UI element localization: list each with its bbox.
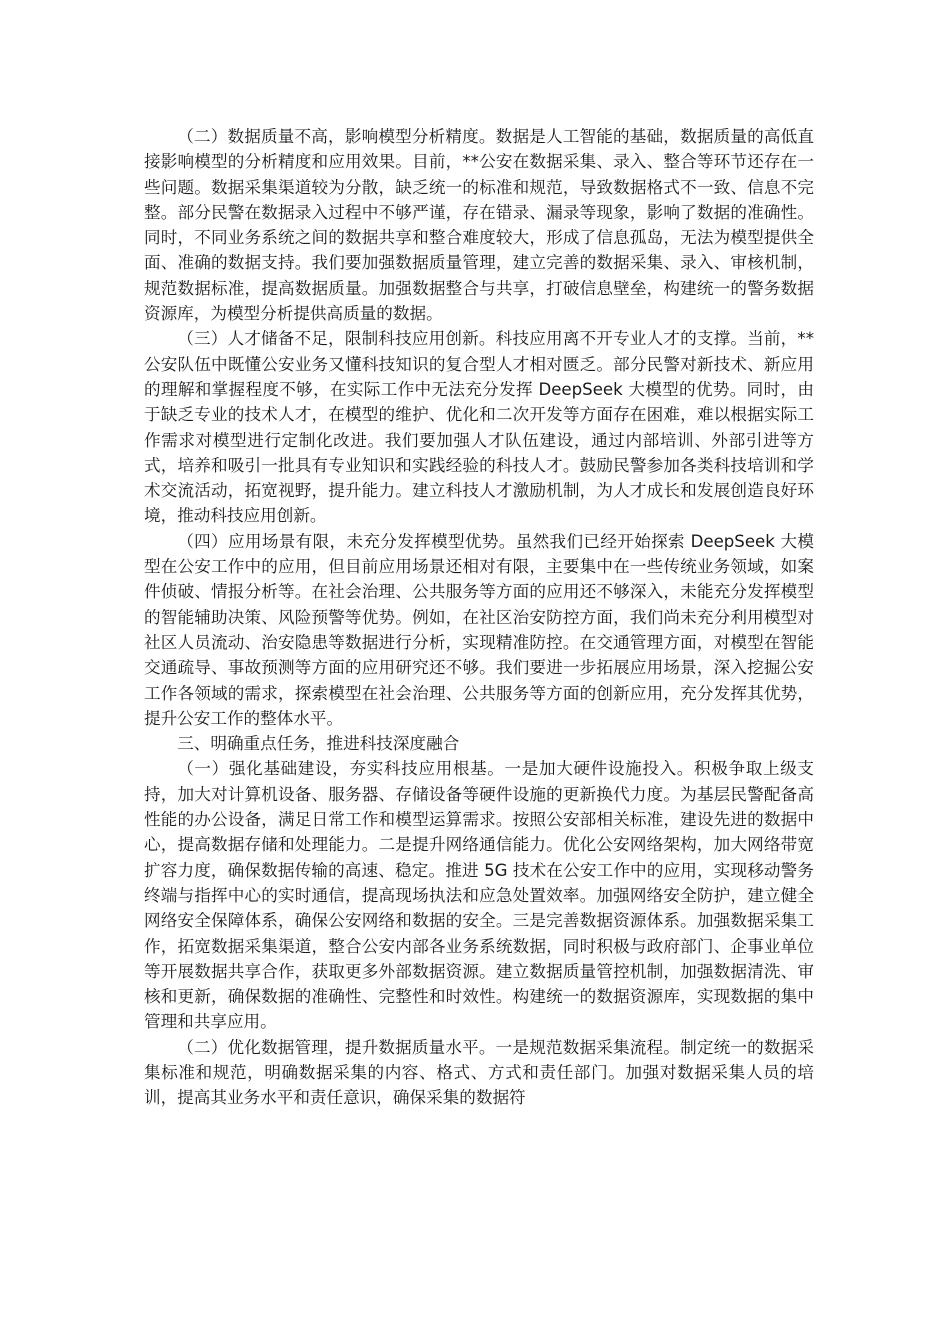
document-body xyxy=(144,124,814,1111)
paragraph-data-quality: （二）数据质量不高，影响模型分析精度。数据是人工智能的基础，数据质量的高低直接影响模型的分析精度和应用效果。目前，**公安在数据采集、录入、整合等环节还存在一些问题。数据采集渠道较为分散，缺乏统一的标准和规范，导致数据格式不一致、信息不完整。部分民警在数据录入过程中不够严谨，存在错录、漏录等现象，影响了数据的准确性。同时，不同业务系统之间的数据共享和整合难度较大，形成了信息孤岛，无法为模型提供全面、准确的数据支持。我们要加强数据质量管理，建立完善的数据采集、录入、审核机制，规范数据标准，提高数据质量。加强数据整合与共享，打破信息壁垒，构建统一的警务数据资源库，为模型分析提供高质量的数据。 xyxy=(144,127,814,324)
paragraph-data-management: （二）优化数据管理，提升数据质量水平。一是规范数据采集流程。制定统一的数据采集标准和规范，明确数据采集的内容、格式、方式和责任部门。加强对数据采集人员的培训，提高其业务水平和责任意识，确保采集的数据符 xyxy=(144,1037,814,1108)
paragraph-application-scenarios: （四）应用场景有限，未充分发挥模型优势。虽然我们已经开始探索 DeepSeek 大模型在公安工作中的应用，但目前应用场景还相对有限，主要集中在一些传统业务领域，如案件侦破、情报分析等。在社会治理、公共服务等方面的应用还不够深入，未能充分发挥模型的智能辅助决策、风险预警等优势。例如，在社区治安防控方面，我们尚未充分利用模型对社区人员流动、治安隐患等数据进行分析，实现精准防控。在交通管理方面，对模型在智能交通疏导、事故预测等方面的应用研究还不够。我们要进一步拓展应用场景，深入挖掘公安工作各领域的需求，探索模型在社会治理、公共服务等方面的创新应用，充分发挥其优势，提升公安工作的整体水平。 xyxy=(144,531,814,728)
paragraph-infrastructure: （一）强化基础建设，夯实科技应用根基。一是加大硬件设施投入。积极争取上级支持，加大对计算机设备、服务器、存储设备等硬件设施的更新换代力度。为基层民警配备高性能的办公设备，满足日常工作和模型运算需求。按照公安部相关标准，建设先进的数据中心，提高数据存储和处理能力。二是提升网络通信能力。优化公安网络架构，加大网络带宽扩容力度，确保数据传输的高速、稳定。推进 5G 技术在公安工作中的应用，实现移动警务终端与指挥中心的实时通信，提高现场执法和应急处置效率。加强网络安全防护，建立健全网络安全保障体系，确保公安网络和数据的安全。三是完善数据资源体系。加强数据采集工作，拓宽数据采集渠道，整合公安内部各业务系统数据，同时积极与政府部门、企事业单位等开展数据共享合作，获取更多外部数据资源。建立数据质量管控机制，加强数据清洗、审核和更新，确保数据的准确性、完整性和时效性。构建统一的数据资源库，实现数据的集中管理和共享应用。 xyxy=(144,759,814,1032)
section-heading: 三、明确重点任务，推进科技深度融合 xyxy=(177,734,460,754)
paragraph-talent-reserve: （三）人才储备不足，限制科技应用创新。科技应用离不开专业人才的支撑。当前，**公安队伍中既懂公安业务又懂科技知识的复合型人才相对匮乏。部分民警对新技术、新应用的理解和掌握程度不够，在实际工作中无法充分发挥 DeepSeek 大模型的优势。同时，由于缺乏专业的技术人才，在模型的维护、优化和二次开发等方面存在困难，难以根据实际工作需求对模型进行定制化改进。我们要加强人才队伍建设，通过内部培训、外部引进等方式，培养和吸引一批具有专业知识和实践经验的科技人才。鼓励民警参加各类科技培训和学术交流活动，拓宽视野，提升能力。建立科技人才激励机制，为人才成长和发展创造良好环境，推动科技应用创新。 xyxy=(144,329,814,526)
